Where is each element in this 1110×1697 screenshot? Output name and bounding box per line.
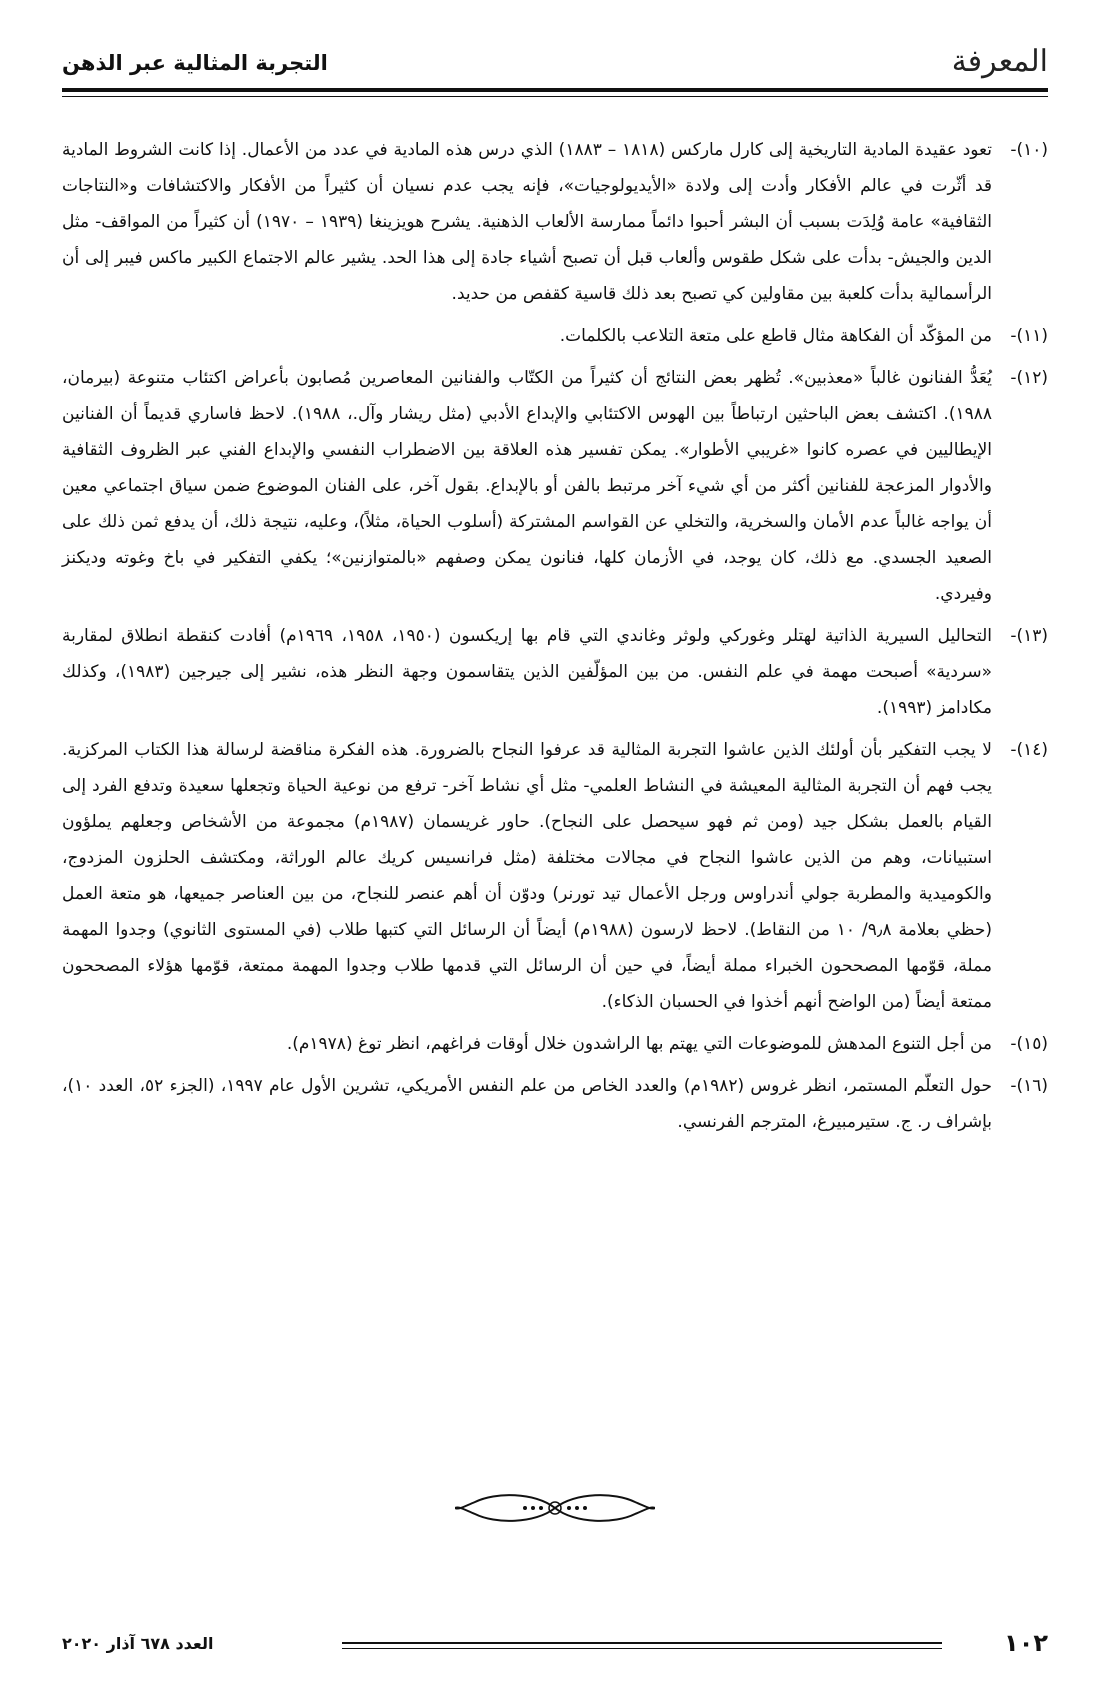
endnotes [62, 132, 1048, 1146]
endnote-text: تعود عقيدة المادية التاريخية إلى كارل ماركس (١٨١٨ – ١٨٨٣) الذي درس هذه المادية في عدد من الأعمال. إذا كانت الشروط المادية قد أثّرت في عالم الأفكار وأدت إلى ولادة «الأيديولوجيات»، فإنه يجب عدم نسيان أن كثيراً من الأفكار والاكتشافات و«النتاجات الثقافية» عامة وُلِدَت بسبب أن البشر أحبوا دائماً ممارسة الألعاب الذهنية. يشرح هويزينغا (١٩٣٩ – ١٩٧٠) أن كثيراً من المواقف- مثل الدين والجيش- بدأت على شكل طقوس وألعاب قبل أن تصبح أشياء جادة إلى هذا الحد. يشير عالم الاجتماع الكبير ماكس فيبر إلى أن الرأسمالية بدأت كلعبة بين مقاولين كي تصبح بعد ذلك قاسية كقفص من حديد. [62, 140, 992, 304]
endnote-number: (١٦)- [1010, 1076, 1048, 1096]
endnote-number: (١٣)- [1010, 626, 1048, 646]
header-divider [62, 88, 1048, 92]
endnote-number: (١٤)- [1010, 740, 1048, 760]
endnote-text: من أجل التنوع المدهش للموضوعات التي يهتم بها الراشدون خلال أوقات فراغهم، انظر توغ (١٩٧٨م). [286, 1034, 992, 1054]
running-title: التجربة المثالية عبر الذهن [62, 51, 328, 75]
endnote-number: (١١)- [1010, 326, 1048, 346]
endnote-number: (١٠)- [1010, 140, 1048, 160]
endnote-15 [62, 1026, 1048, 1062]
issue-info: العدد ٦٧٨ آذار ٢٠٢٠ [62, 1634, 214, 1653]
endnote-10 [62, 132, 1048, 312]
endnote-14 [62, 732, 1048, 1020]
endnote-text: التحاليل السيرية الذاتية لهتلر وغوركي ولوثر وغاندي التي قام بها إريكسون (١٩٥٠، ١٩٥٨، ١٩٦٩م) أفادت كنقطة انطلاق لمقاربة «سردية» أصبحت مهمة في علم النفس. من بين المؤلّفين الذين يتقاسمون وجهة النظر هذه، نشير إلى جيرجين (١٩٨٣)، وكذلك مكادامز (١٩٩٣). [62, 626, 992, 718]
endnote-16 [62, 1068, 1048, 1140]
endnote-12 [62, 360, 1048, 612]
endnote-text: حول التعلّم المستمر، انظر غروس (١٩٨٢م) والعدد الخاص من علم النفس الأمريكي، تشرين الأول عام ١٩٩٧، (الجزء ٥٢، العدد ١٠)، بإشراف ر. ج. ستيرمبيرغ، المترجم الفرنسي. [62, 1076, 993, 1132]
endnote-text: لا يجب التفكير بأن أولئك الذين عاشوا التجربة المثالية قد عرفوا النجاح بالضرورة. هذه الفكرة مناقضة لرسالة هذا الكتاب المركزية. يجب فهم أن التجربة المثالية المعيشة في النشاط العلمي- مثل أي نشاط آخر- ترفع من نوعية الحياة وتجعلها سعيدة وتدفع الفرد إلى القيام بالعمل بشكل جيد (ومن ثم فهو سيحصل على النجاح). حاور غريسمان (١٩٨٧م) مجموعة من الأشخاص وجعلهم يملؤون استبيانات، وهم من الذين عاشوا النجاح في مجالات مختلفة (مثل فرانسيس كريك عالم الوراثة، ومكتشف الحلزون المزدوج، والكوميدية والمطربة جولي أندراوس ورجل الأعمال تيد تورنر) ودوّن أن أهم عنصر للنجاح، من بين العناصر جميعها، هو متعة العمل (حظي بعلامة ٩٫٨/ ١٠ من النقاط). لاحظ لارسون (١٩٨٨م) أيضاً أن الرسائل التي كتبها طلاب (في المستوى الثانوي) وجدوا المهمة مملة، قوّمها المصححون الخبراء مملة أيضاً، في حين أن الرسائل التي قدمها طلاب وجدوا المهمة ممتعة، قوّمها هؤلاء المصححون ممتعة أيضاً (من الواضح أنهم أخذوا في الحسبان الذكاء). [62, 740, 993, 1012]
magazine-logo: المعرفة [951, 44, 1048, 79]
header-divider-thin [62, 96, 1048, 97]
page-number: ١٠٢ [1004, 1629, 1048, 1657]
endnote-text: من المؤكّد أن الفكاهة مثال قاطع على متعة التلاعب بالكلمات. [559, 326, 992, 346]
endnote-13 [62, 618, 1048, 726]
endnote-11 [62, 318, 1048, 354]
endnote-number: (١٥)- [1010, 1034, 1048, 1054]
endnote-text: يُعَدُّ الفنانون غالباً «معذبين». تُظهر بعض النتائج أن كثيراً من الكتّاب والفنانين المعاصرين مُصابون بأعراض اكتئاب متنوعة (بيرمان، ١٩٨٨). اكتشف بعض الباحثين ارتباطاً بين الهوس الاكتئابي والإبداع الأدبي (مثل ريشار وآل.، ١٩٨٨). لاحظ فاساري قديماً أن الفنانين الإيطاليين في عصره كانوا «غريبي الأطوار». يمكن تفسير هذه العلاقة بين الاضطراب النفسي والإبداع الفني عبر الظروف الثقافية والأدوار المزعجة للفنانين أكثر من أي شيء آخر مرتبط بالفن أو بالإبداع. بقول آخر، على الفنان الموضوع ضمن سياق اجتماعي معين أن يواجه غالباً عدم الأمان والسخرية، والتخلي عن القواسم المشتركة (أسلوب الحياة، مثلاً)، وعليه، نتيجة ذلك، أن يدفع ثمن ذلك على الصعيد الجسدي. مع ذلك، كان يوجد، في الأزمان كلها، فنانون يمكن وصفهم «بالمتوازنين»؛ يكفي التفكير في باخ وغوته وديكنز وفيردي. [62, 368, 992, 604]
footer-divider [342, 1642, 942, 1649]
endnote-number: (١٢)- [1010, 368, 1048, 388]
ornament-divider-icon [455, 1488, 655, 1528]
